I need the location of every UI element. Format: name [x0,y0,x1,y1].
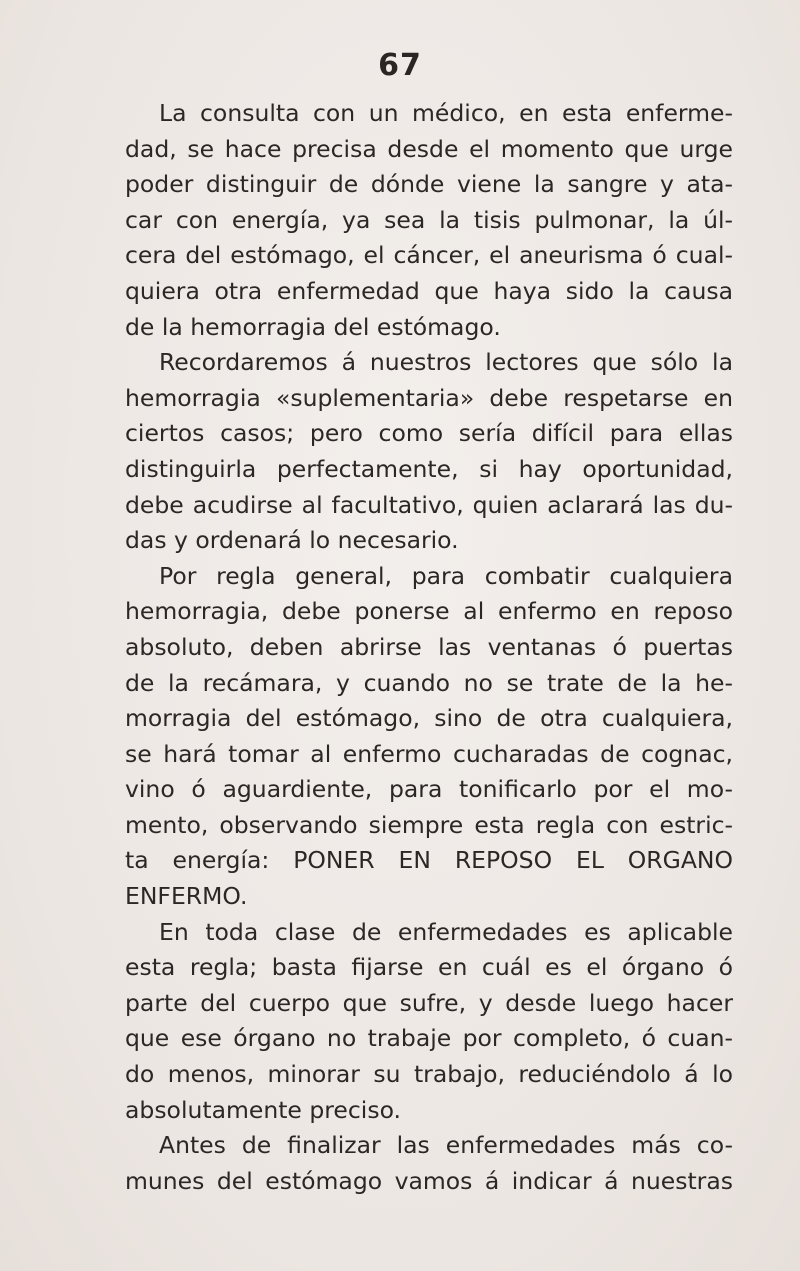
text-line: ciertos casos; pero como sería difícil para ellas [125,419,733,448]
text-line: quiera otra enfermedad que haya sido la causa [125,276,733,305]
text-line: debe acudirse al facultativo, quien aclarará las du- [125,490,733,519]
text-line: absoluto, deben abrirse las ventanas ó puertas [125,632,733,661]
text-line: Antes de finalizar las enfermedades más co- [159,1131,733,1160]
text-line: parte del cuerpo que sufre, y desde luego hacer [125,988,733,1017]
text-line: vino ó aguardiente, para tonificarlo por el mo- [125,775,733,804]
text-line: do menos, minorar su trabajo, reduciéndolo á lo [125,1060,733,1089]
text-line: distinguirla perfectamente, si hay oportunidad, [125,454,733,483]
text-line: La consulta con un médico, en esta enferme- [159,99,733,127]
text-line: mento, observando siempre esta regla con estric- [125,810,733,839]
text-line: esta regla; basta fijarse en cuál es el órgano ó [125,953,733,982]
text-line: hemorragia «suplementaria» debe respetarse en [125,383,733,412]
text-line: Por regla general, para combatir cualquiera [159,561,733,590]
text-line: car con energía, ya sea la tisis pulmonar, la úl- [125,205,733,234]
text-line: poder distinguir de dónde viene la sangre y ata- [125,170,733,199]
text-line: En toda clase de enfermedades es aplicable [159,917,733,946]
text-line: ENFERMO. [125,882,248,911]
text-line: morragia del estómago, sino de otra cualquiera, [125,704,733,733]
text-line: que ese órgano no trabaje por completo, ó cuan- [125,1024,733,1053]
body-text [125,96,733,1199]
text-line: dad, se hace precisa desde el momento que urge [125,134,733,163]
text-line: munes del estómago vamos á indicar á nuestras [125,1166,733,1195]
text-line: absolutamente preciso. [125,1095,402,1124]
text-line: de la recámara, y cuando no se trate de la he- [125,668,733,697]
text-line: Recordaremos á nuestros lectores que sólo la [159,348,733,377]
text-line: cera del estómago, el cáncer, el aneurisma ó cual- [125,241,733,270]
text-line: hemorragia, debe ponerse al enfermo en reposo [125,597,733,626]
text-line: ta energía: PONER EN REPOSO EL ORGANO [125,846,733,875]
page-number: 67 [378,48,422,83]
text-line: se hará tomar al enfermo cucharadas de cognac, [125,739,733,768]
text-line: das y ordenará lo necesario. [125,526,459,555]
text-line: de la hemorragia del estómago. [125,312,501,341]
